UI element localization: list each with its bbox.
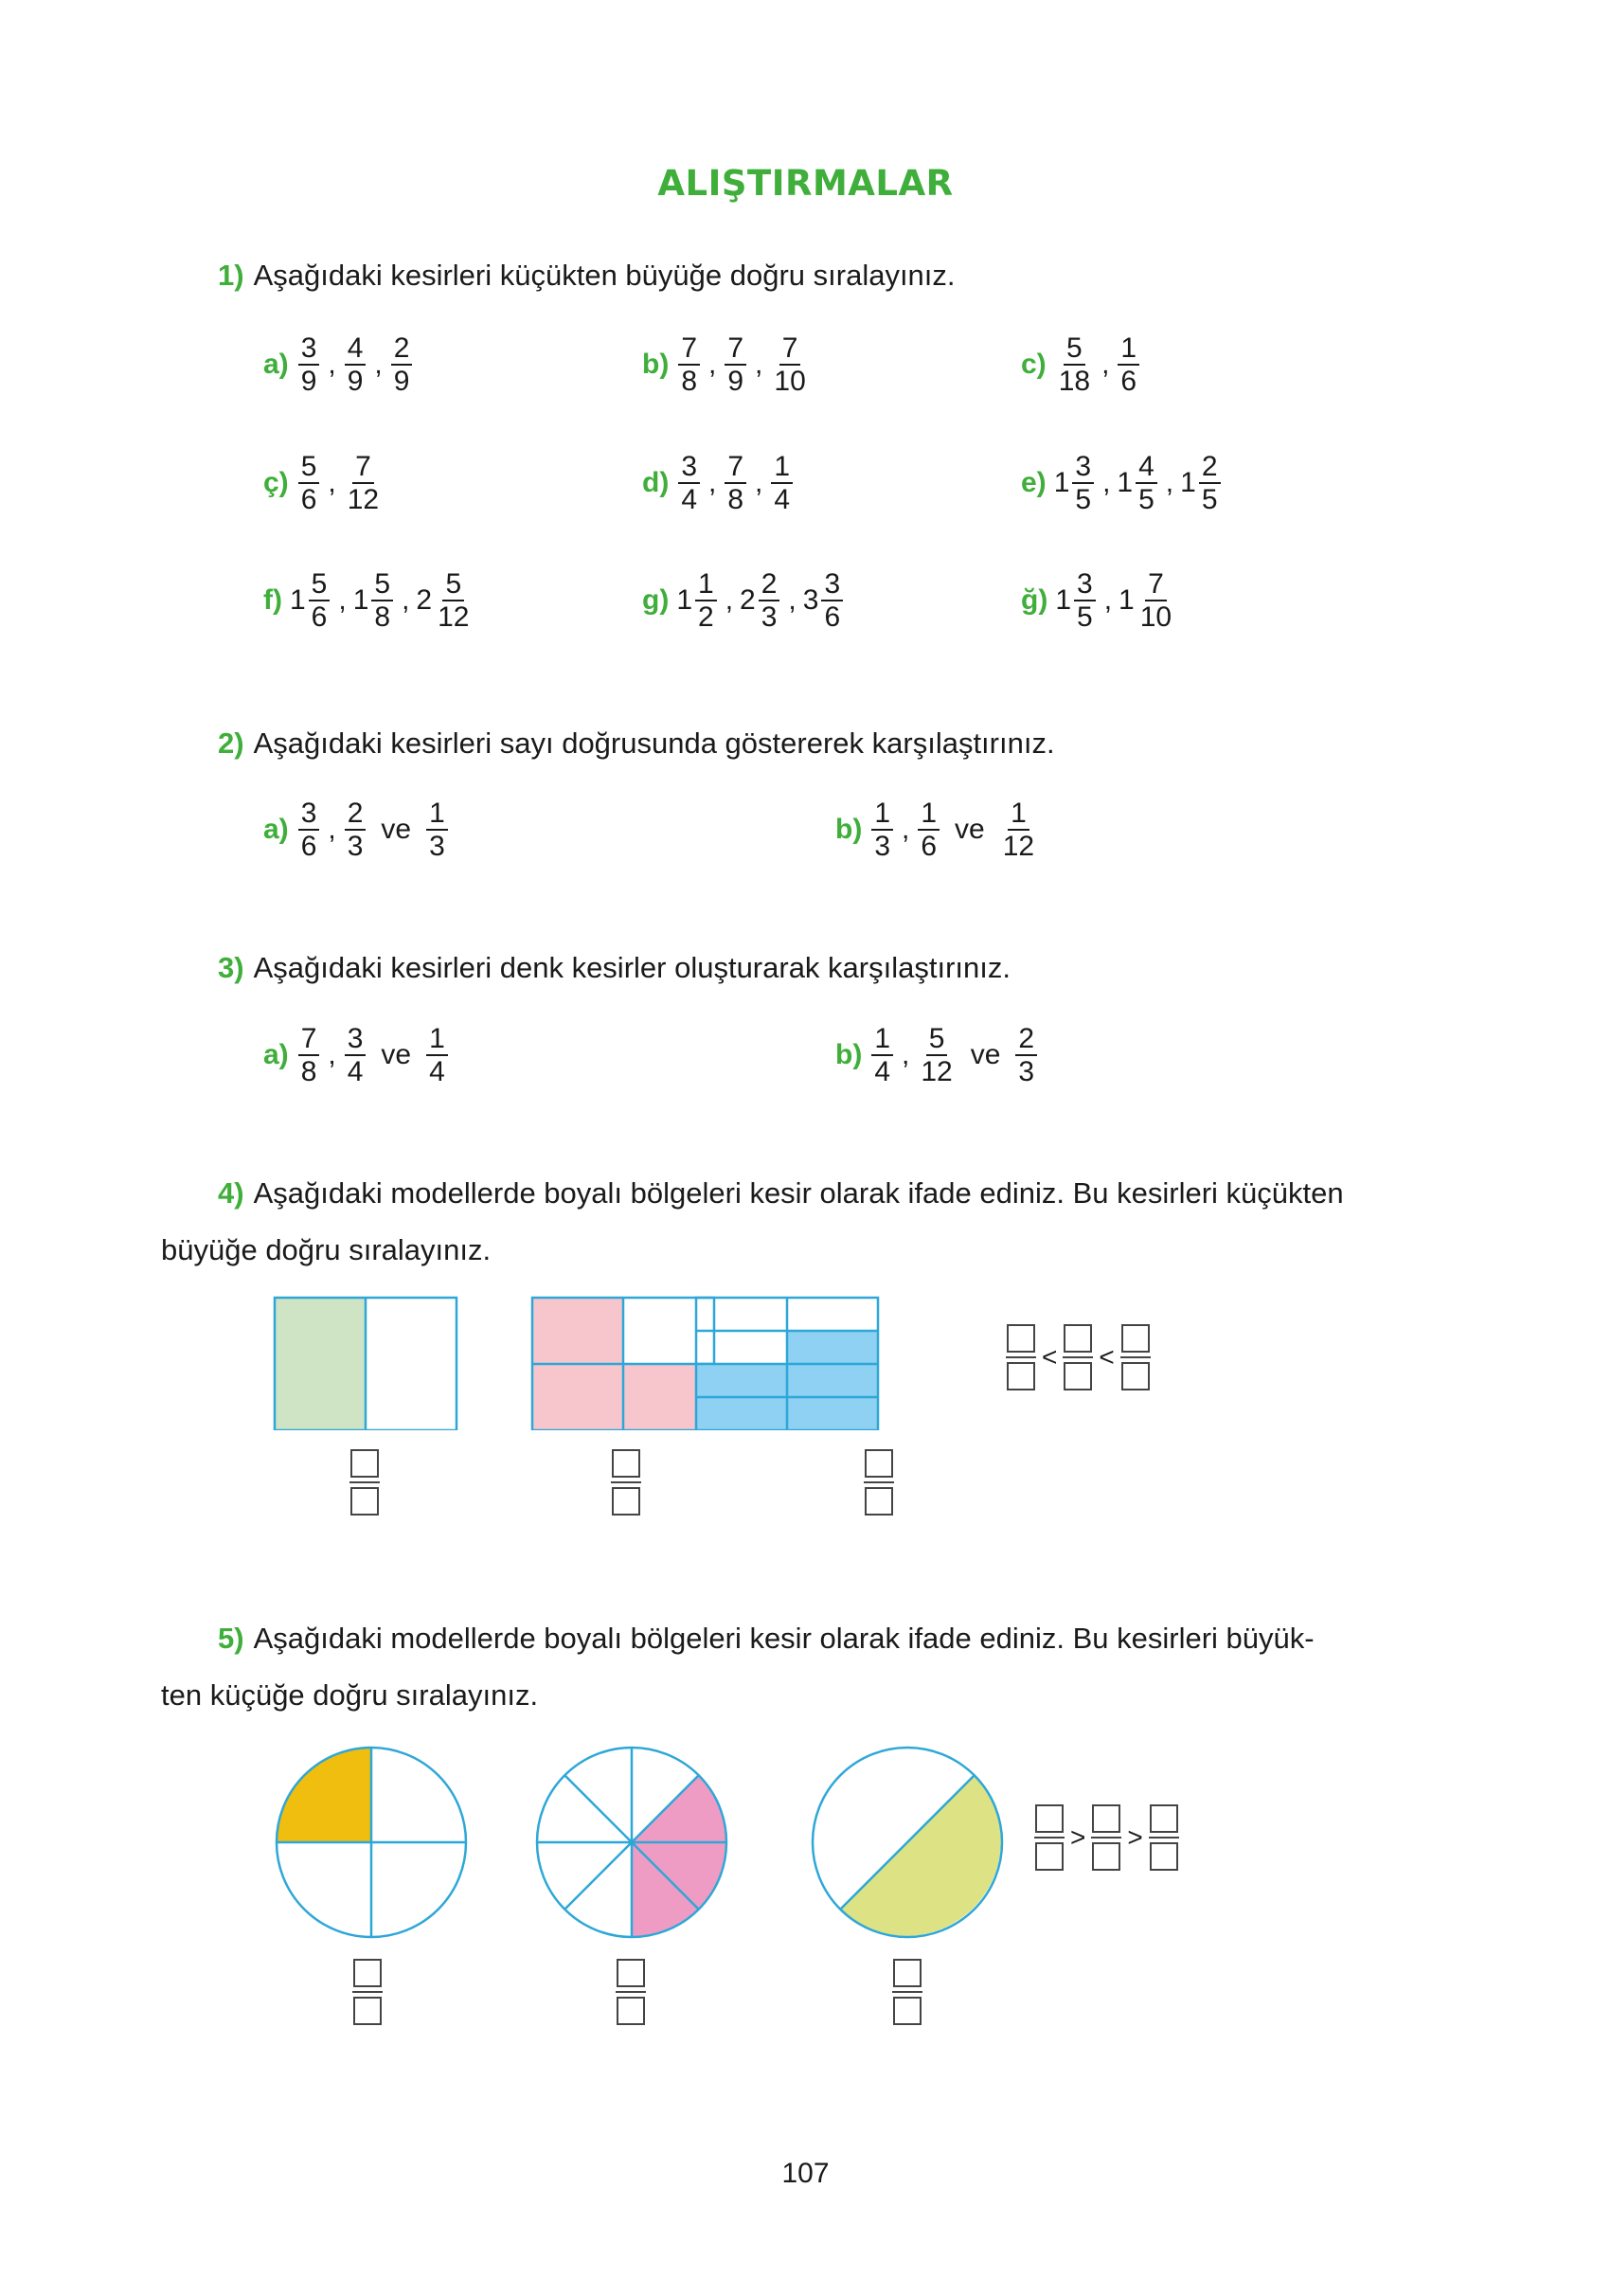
q2-item-b: b) $\frac{1}{3}$ , $\frac{1}{6}$ ve $\frac{1}{12}$ [835,792,1039,868]
numerator-box[interactable] [1121,1324,1150,1353]
item-label: e) [1021,467,1047,498]
fraction [298,798,320,862]
rect-model-quarters [532,1298,714,1430]
denominator: 9 [347,366,364,397]
numerator: 7 [725,451,746,484]
denominator: 6 [921,831,938,862]
fraction [678,451,700,515]
fraction [345,451,382,515]
question-5-line-1 [218,1611,1315,1666]
whole-part: 1 [1119,584,1135,616]
q3-item-a: a) $\frac{7}{8}$ , $\frac{3}{4}$ ve $\frac{1}{4}$ [263,1017,450,1093]
q1-item-e: e) 1 $\frac{3}{5}$ , 1 $\frac{4}{5}$ , 1 $\frac{2}{5}$ [1021,445,1223,521]
item-label: g) [642,584,670,616]
item-label: a) [263,1039,289,1070]
numerator: 4 [345,332,367,366]
fraction [771,451,793,515]
denominator: 5 [1201,484,1218,515]
fraction [1136,451,1157,515]
fraction [771,332,808,397]
q1-item-gg: ğ) 1 $\frac{3}{5}$ , 1 $\frac{7}{10}$ [1021,563,1176,638]
numerator-box[interactable] [612,1449,640,1478]
q2-item-a: a) $\frac{3}{6}$ , $\frac{2}{3}$ ve $\frac{1}{3}$ [263,792,450,868]
question-1 [218,248,956,303]
question-4-line-1 [218,1166,1344,1221]
numerator: 5 [442,568,464,601]
whole-part: 1 [676,584,693,616]
page-title: ALIŞTIRMALAR [657,163,954,204]
connector-word: ve [955,814,985,845]
fraction [426,798,448,862]
numerator: 7 [1145,568,1167,601]
denominator: 6 [824,601,841,633]
answer-box-fraction [1063,1324,1093,1390]
fraction [918,798,940,862]
question-4-line-2: büyüğe doğru sıralayınız. [161,1233,492,1266]
denominator-box[interactable] [865,1487,893,1516]
whole-part: 1 [1053,467,1070,498]
numerator: 7 [298,1023,320,1056]
q1-item-cc: ç) $\frac{5}{6}$ , $\frac{7}{12}$ [263,445,384,521]
less-than-sign: < [1042,1342,1058,1372]
fraction [298,1023,320,1087]
numerator: 7 [352,451,374,484]
whole-part: 1 [352,584,369,616]
fraction [1056,332,1093,397]
numerator: 4 [1136,451,1157,484]
question-3-text: Aşağıdaki kesirleri denk kesirler oluşturarak karşılaştırınız. [253,951,1011,984]
numerator: 5 [298,451,320,484]
q1-item-d: d) $\frac{3}{4}$ , $\frac{7}{8}$ , $\frac{1}{4}$ [642,445,795,521]
answer-box-fraction [616,1959,646,2025]
q1-item-a: a) $\frac{3}{9}$ , $\frac{4}{9}$ , $\frac{2}{9}$ [263,327,414,403]
fraction [821,568,843,633]
numerator-box[interactable] [353,1959,382,1987]
shaded-part [532,1298,623,1364]
question-3 [218,941,1011,996]
fraction [1118,332,1139,397]
q3-item-b: b) $\frac{1}{4}$ , $\frac{5}{12}$ ve $\frac{2}{3}$ [835,1017,1039,1093]
numerator: 2 [1199,451,1221,484]
rect-model-eighths [696,1298,878,1430]
item-label: c) [1021,349,1047,380]
fraction [759,568,780,633]
numerator: 1 [1118,332,1139,366]
numerator: 7 [725,332,746,366]
numerator: 2 [391,332,413,366]
answer-box-fraction [1034,1804,1065,1871]
denominator-box[interactable] [1007,1362,1035,1390]
numerator: 2 [759,568,780,601]
fraction [918,1023,955,1087]
denominator: 4 [774,484,791,515]
denominator: 5 [1075,484,1092,515]
denominator: 6 [300,484,317,515]
numerator-box[interactable] [893,1959,922,1987]
denominator: 4 [429,1056,445,1087]
whole-part: 1 [1055,584,1072,616]
fraction [725,451,746,515]
fraction [678,332,700,397]
denominator: 8 [300,1056,317,1087]
denominator: 6 [300,831,317,862]
numerator: 1 [918,798,940,831]
numerator-box[interactable] [617,1959,645,1987]
question-5-line-2: ten küçüğe doğru sıralayınız. [161,1678,539,1712]
fraction [435,568,472,633]
denominator-box[interactable] [1064,1362,1092,1390]
less-than-sign: < [1099,1342,1115,1372]
answer-box-fraction [1149,1804,1179,1871]
denominator: 10 [774,366,806,397]
numerator: 5 [1064,332,1085,366]
fraction [695,568,717,633]
fraction [345,332,367,397]
numerator-box[interactable] [1092,1804,1120,1833]
numerator: 1 [771,451,793,484]
numerator: 3 [1074,568,1096,601]
numerator: 3 [1072,451,1094,484]
numerator: 1 [426,1023,448,1056]
fraction [371,568,393,633]
denominator: 3 [874,831,891,862]
shaded-part [787,1331,878,1364]
denominator-box[interactable] [1092,1842,1120,1871]
q1-item-c: c) $\frac{5}{18}$ , $\frac{1}{6}$ [1021,327,1141,403]
numerator: 3 [298,798,320,831]
connector-word: ve [381,1039,412,1070]
denominator: 5 [1077,601,1093,633]
denominator: 8 [374,601,391,633]
connector-word: ve [970,1039,1001,1070]
numerator: 2 [345,798,367,831]
denominator-box[interactable] [1150,1842,1178,1871]
denominator: 3 [761,601,778,633]
numerator: 1 [426,798,448,831]
page-number: 107 [781,2158,830,2189]
denominator-box[interactable] [617,1997,645,2025]
fraction [298,451,320,515]
item-label: b) [642,349,670,380]
numerator: 1 [871,1023,893,1056]
numerator: 5 [926,1023,948,1056]
denominator: 3 [429,831,445,862]
item-label: a) [263,814,289,845]
q4-rectangle-models [265,1288,985,1430]
denominator: 5 [1138,484,1155,515]
item-label: ç) [263,467,289,498]
q4-comparison [1006,1324,1151,1390]
question-1-text: Aşağıdaki kesirleri küçükten büyüğe doğru sıralayınız. [253,259,956,292]
question-5-number: 5) [218,1622,244,1655]
rect-model-halves [275,1298,456,1430]
denominator: 4 [874,1056,891,1087]
denominator: 12 [921,1056,953,1087]
fraction [1072,451,1094,515]
whole-part: 1 [1180,467,1196,498]
question-1-number: 1) [218,259,244,292]
whole-part: 2 [416,584,433,616]
numerator: 1 [695,568,717,601]
question-2 [218,716,1055,771]
fraction [309,568,331,633]
question-4-text: Aşağıdaki modellerde boyalı bölgeleri kesir olarak ifade ediniz. Bu kesirleri küçükten [253,1176,1344,1210]
numerator-box[interactable] [865,1449,893,1478]
fraction [1137,568,1174,633]
numerator: 2 [1015,1023,1037,1056]
greater-than-sign: > [1070,1822,1086,1852]
fraction [1074,568,1096,633]
fraction [298,332,320,397]
denominator: 12 [347,484,380,515]
question-3-number: 3) [218,951,244,984]
numerator-box[interactable] [1035,1804,1064,1833]
denominator-box[interactable] [1035,1842,1064,1871]
answer-box-fraction [1091,1804,1121,1871]
denominator: 3 [347,831,364,862]
denominator-box[interactable] [893,1997,922,2025]
numerator: 3 [821,568,843,601]
answer-box-fraction [352,1959,383,2025]
fraction [871,1023,893,1087]
circle-model-eighths [537,1748,726,1937]
denominator: 4 [681,484,698,515]
fraction [1000,798,1037,862]
fraction [345,798,367,862]
numerator: 3 [345,1023,367,1056]
answer-box-fraction [1120,1324,1151,1390]
numerator: 3 [298,332,320,366]
question-5-text: Aşağıdaki modellerde boyalı bölgeleri kesir olarak ifade ediniz. Bu kesirleri büyük- [253,1622,1315,1655]
q1-item-b: b) $\frac{7}{8}$ , $\frac{7}{9}$ , $\frac{7}{10}$ [642,327,811,403]
item-label: b) [835,1039,863,1070]
item-label: a) [263,349,289,380]
whole-part: 2 [740,584,756,616]
q5-comparison [1034,1804,1179,1871]
fraction [345,1023,367,1087]
item-label: b) [835,814,863,845]
denominator-box[interactable] [353,1997,382,2025]
answer-box-fraction [1006,1324,1036,1390]
greater-than-sign: > [1127,1822,1143,1852]
circle-model-halves [813,1748,1002,1937]
answer-box-fraction [892,1959,922,2025]
answer-box-fraction [864,1449,894,1516]
numerator-box[interactable] [1150,1804,1178,1833]
fraction [1199,451,1221,515]
item-label: ğ) [1021,584,1048,616]
denominator: 3 [1018,1056,1035,1087]
item-label: d) [642,467,670,498]
shaded-part [840,1775,1000,1935]
circle-model-quarters [277,1748,466,1937]
answer-box-fraction [611,1449,641,1516]
question-4-number: 4) [218,1176,244,1210]
numerator: 1 [871,798,893,831]
whole-part: 3 [802,584,819,616]
denominator: 6 [1120,366,1137,397]
question-2-number: 2) [218,726,244,760]
denominator: 10 [1139,601,1172,633]
denominator: 8 [681,366,698,397]
numerator: 1 [1008,798,1029,831]
denominator: 12 [1002,831,1035,862]
denominator: 8 [727,484,744,515]
fraction [391,332,413,397]
fraction [1015,1023,1037,1087]
q5-circle-models [265,1738,1023,1946]
denominator: 4 [347,1056,364,1087]
denominator-box[interactable] [1121,1362,1150,1390]
shaded-part [275,1298,366,1430]
numerator-box[interactable] [350,1449,379,1478]
numerator-box[interactable] [1064,1324,1092,1353]
denominator-box[interactable] [350,1487,379,1516]
whole-part: 1 [1117,467,1134,498]
question-2-text: Aşağıdaki kesirleri sayı doğrusunda göstererek karşılaştırınız. [253,726,1055,760]
numerator: 7 [678,332,700,366]
fraction [426,1023,448,1087]
denominator: 6 [311,601,328,633]
item-label: f) [263,584,282,616]
denominator: 9 [300,366,317,397]
q1-item-f: f) 1 $\frac{5}{6}$ , 1 $\frac{5}{8}$ , 2 $\frac{5}{12}$ [263,563,474,638]
numerator: 5 [309,568,331,601]
denominator: 18 [1058,366,1091,397]
denominator: 9 [727,366,744,397]
fraction [871,798,893,862]
denominator-box[interactable] [612,1487,640,1516]
q1-item-g: g) 1 $\frac{1}{2}$ , 2 $\frac{2}{3}$ , 3 $\frac{3}{6}$ [642,563,845,638]
denominator: 12 [438,601,470,633]
numerator-box[interactable] [1007,1324,1035,1353]
connector-word: ve [381,814,412,845]
numerator: 7 [779,332,801,366]
answer-box-fraction [349,1449,380,1516]
shaded-part [277,1748,371,1842]
numerator: 5 [371,568,393,601]
denominator: 9 [393,366,410,397]
fraction [725,332,746,397]
whole-part: 1 [289,584,306,616]
numerator: 3 [678,451,700,484]
denominator: 2 [698,601,714,633]
